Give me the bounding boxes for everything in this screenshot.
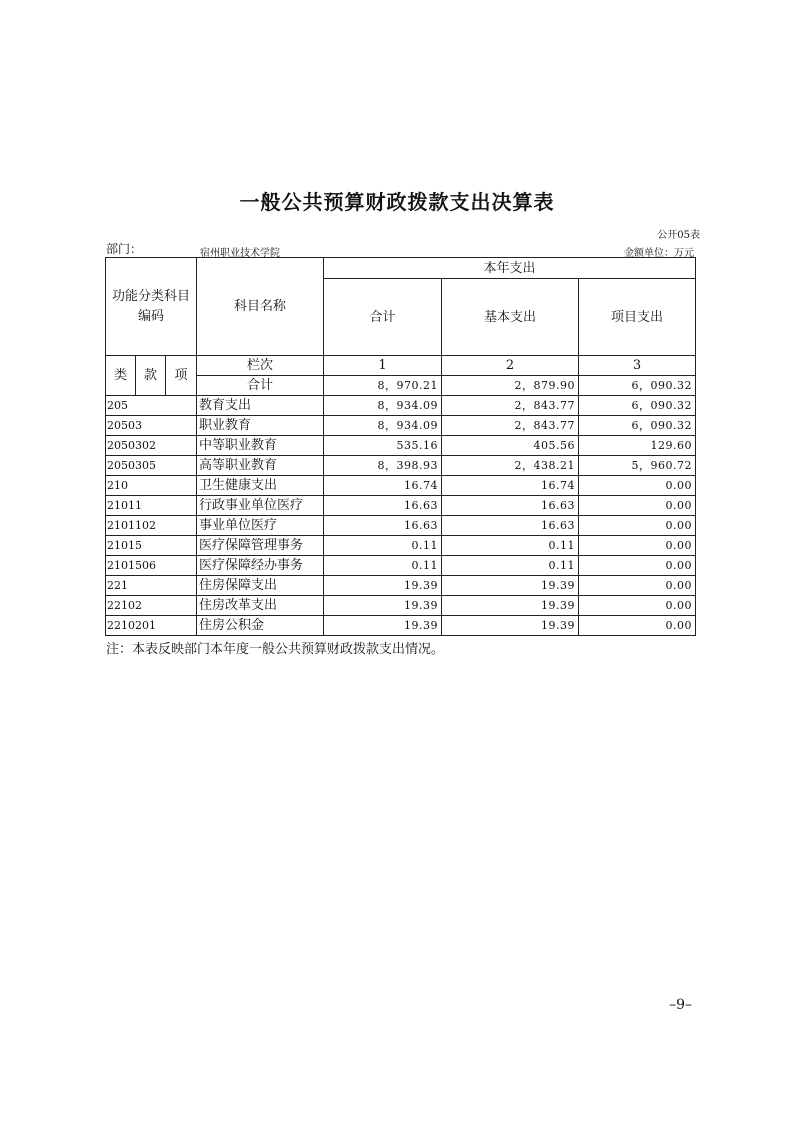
row-project: 6，090.32 [579,416,696,436]
row-name: 中等职业教育 [197,436,324,456]
row-code: 21015 [106,536,197,556]
row-name: 住房公积金 [197,616,324,636]
row-name: 行政事业单位医疗 [197,496,324,516]
table-row [106,596,696,616]
row-project: 0.00 [579,616,696,636]
row-basic: 16.63 [442,516,579,536]
row-name: 高等职业教育 [197,456,324,476]
table-row [106,616,696,636]
table-row [106,536,696,556]
row-total: 19.39 [324,616,442,636]
row-project: 129.60 [579,436,696,456]
header-function-code: 功能分类科目编码 [106,258,197,356]
row-total: 8，398.93 [324,456,442,476]
table-number: 公开05表 [657,230,700,241]
department-name: 宿州职业技术学院 [200,248,280,259]
department-label: 部门： [106,242,143,256]
column-index-1: 1 [324,356,442,376]
column-index-2: 2 [442,356,579,376]
row-total: 8，934.09 [324,396,442,416]
table-row [106,476,696,496]
total-row-project: 6，090.32 [579,376,696,396]
row-project: 0.00 [579,496,696,516]
row-name: 住房保障支出 [197,576,324,596]
header-lei: 类 [106,356,136,396]
row-code: 2050305 [106,456,197,476]
row-project: 5，960.72 [579,456,696,476]
header-kuan: 款 [136,356,166,396]
header-total: 合计 [324,279,442,356]
row-name: 事业单位医疗 [197,516,324,536]
row-total: 16.74 [324,476,442,496]
row-basic: 0.11 [442,556,579,576]
header-xiang: 项 [166,356,197,396]
row-code: 2101102 [106,516,197,536]
table-row [106,556,696,576]
row-project: 0.00 [579,536,696,556]
row-code: 21011 [106,496,197,516]
row-basic: 16.74 [442,476,579,496]
amount-unit: 金额单位：万元 [624,248,694,259]
table-row [106,416,696,436]
row-total: 19.39 [324,576,442,596]
row-basic: 19.39 [442,576,579,596]
row-total: 16.63 [324,516,442,536]
row-basic: 2，843.77 [442,396,579,416]
row-name: 医疗保障经办事务 [197,556,324,576]
row-basic: 19.39 [442,616,579,636]
table-note: 注：本表反映部门本年度一般公共预算财政拨款支出情况。 [106,642,445,657]
table-row [106,576,696,596]
row-code: 2210201 [106,616,197,636]
row-code: 2050302 [106,436,197,456]
row-total: 535.16 [324,436,442,456]
total-row-basic: 2，879.90 [442,376,579,396]
header-current-year: 本年支出 [324,258,696,279]
row-name: 住房改革支出 [197,596,324,616]
row-basic: 19.39 [442,596,579,616]
page-number: –9– [669,997,692,1013]
row-total: 8，934.09 [324,416,442,436]
table-row [106,516,696,536]
table-row [106,496,696,516]
row-code: 20503 [106,416,197,436]
total-row-label: 合计 [197,376,324,396]
total-row-total: 8，970.21 [324,376,442,396]
header-subject-name: 科目名称 [197,258,324,356]
row-basic: 0.11 [442,536,579,556]
row-basic: 16.63 [442,496,579,516]
table-row [106,396,696,416]
row-code: 221 [106,576,197,596]
row-total: 0.11 [324,556,442,576]
row-project: 6，090.32 [579,396,696,416]
row-project: 0.00 [579,576,696,596]
row-name: 卫生健康支出 [197,476,324,496]
row-project: 0.00 [579,516,696,536]
row-name: 职业教育 [197,416,324,436]
page-title: 一般公共预算财政拨款支出决算表 [239,190,555,214]
table-row [106,436,696,456]
column-index-3: 3 [579,356,696,376]
table-row [106,456,696,476]
row-code: 22102 [106,596,197,616]
expenditure-table [105,257,696,636]
row-project: 0.00 [579,596,696,616]
header-basic: 基本支出 [442,279,579,356]
row-code: 210 [106,476,197,496]
row-total: 16.63 [324,496,442,516]
row-total: 19.39 [324,596,442,616]
row-code: 2101506 [106,556,197,576]
row-code: 205 [106,396,197,416]
row-project: 0.00 [579,556,696,576]
row-basic: 405.56 [442,436,579,456]
row-name: 教育支出 [197,396,324,416]
row-total: 0.11 [324,536,442,556]
row-name: 医疗保障管理事务 [197,536,324,556]
row-basic: 2，843.77 [442,416,579,436]
header-project: 项目支出 [579,279,696,356]
column-index-label: 栏次 [197,356,324,376]
row-project: 0.00 [579,476,696,496]
row-basic: 2，438.21 [442,456,579,476]
